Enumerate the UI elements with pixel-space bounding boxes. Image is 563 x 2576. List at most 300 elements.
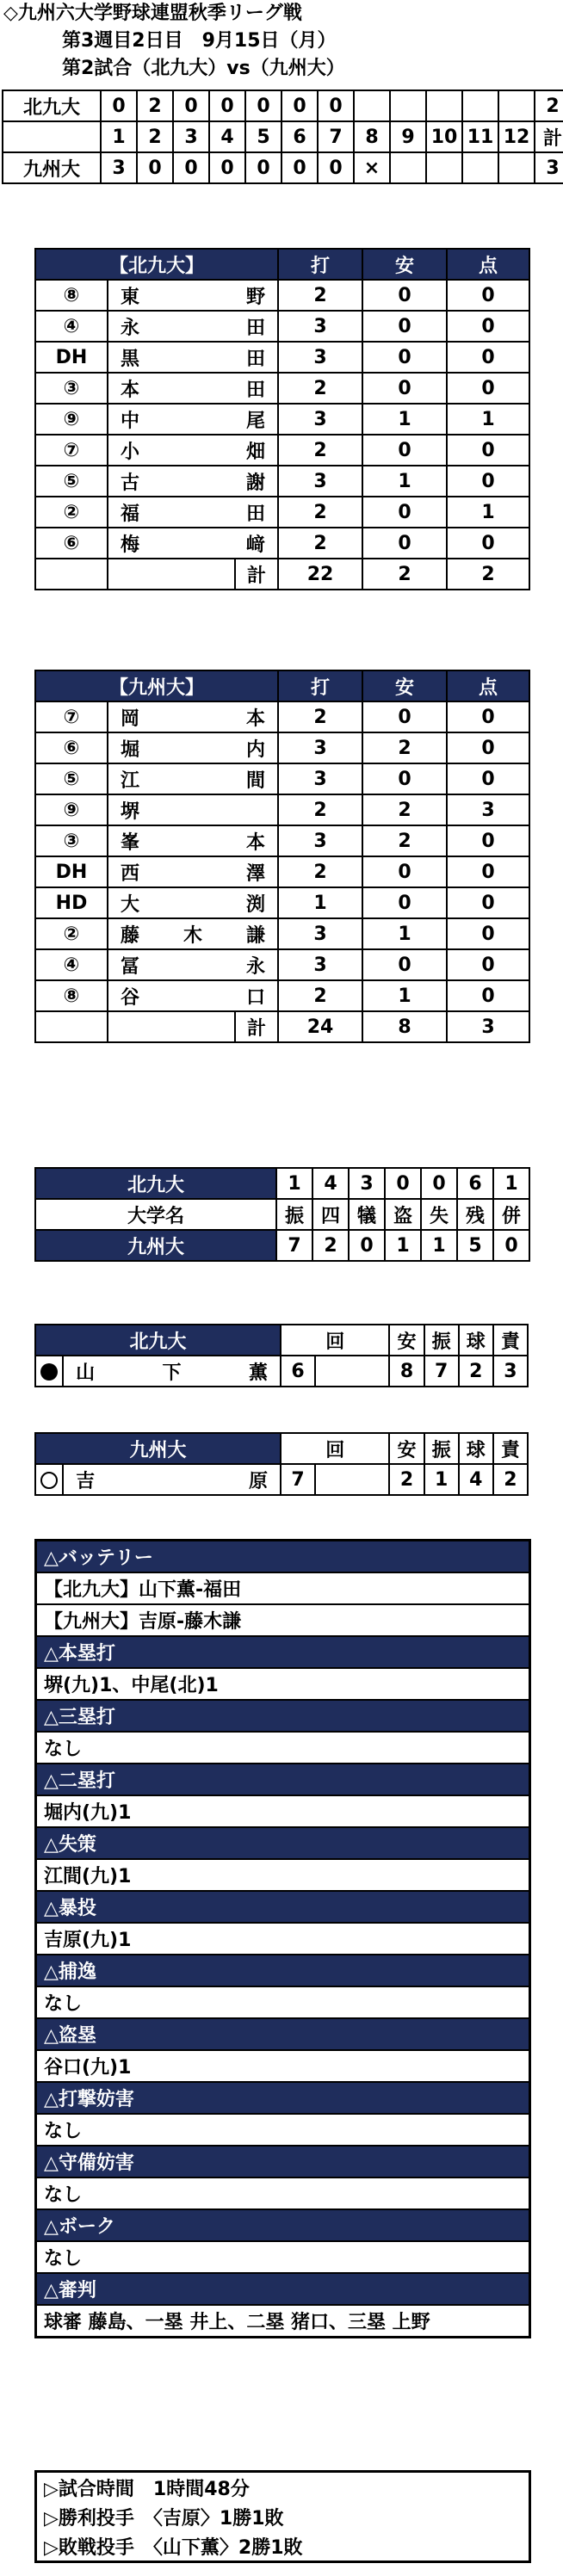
earned-runs: 2 (493, 1464, 528, 1495)
col-header-strikeouts: 振 (424, 1433, 459, 1464)
col-header-strikeouts: 振 (424, 1325, 459, 1356)
hits-allowed: 2 (389, 1464, 424, 1495)
note-line: 吉原(九)1 (36, 1923, 530, 1955)
note-heading: △二塁打 (36, 1764, 530, 1795)
hits: 0 (362, 373, 447, 404)
earned-runs: 3 (493, 1356, 528, 1387)
inning-score: 0 (318, 152, 354, 183)
name-part: 西 (121, 862, 140, 885)
inning-label: 12 (498, 121, 535, 152)
name-part: 下 (162, 1362, 182, 1384)
stat-value: 7 (276, 1230, 312, 1261)
pitcher-name (63, 1356, 281, 1387)
at-bats: 2 (278, 794, 362, 825)
col-header-innings: 回 (281, 1433, 389, 1464)
hits: 0 (362, 528, 447, 559)
pitching-header (35, 1433, 528, 1464)
position: ③ (35, 825, 108, 856)
pitcher-row (35, 1464, 528, 1495)
batter-row (35, 466, 529, 497)
name-part: 本 (121, 379, 140, 401)
batting-header (35, 670, 529, 701)
position: ⑨ (35, 794, 108, 825)
position: ⑦ (35, 435, 108, 466)
at-bats: 2 (278, 701, 362, 732)
player-name (108, 497, 278, 528)
stat-value: 0 (385, 1168, 421, 1199)
inning-score: 0 (137, 152, 173, 183)
name-part: 谷 (121, 986, 140, 1009)
total-label: 計 (235, 559, 278, 590)
name-part: 永 (245, 955, 265, 978)
name-part: 木 (183, 924, 203, 947)
hits: 0 (362, 342, 447, 373)
total-ab: 24 (278, 1011, 362, 1042)
walks: 2 (459, 1356, 493, 1387)
position: ④ (35, 949, 108, 980)
batter-row (35, 856, 529, 887)
inning-score (354, 90, 390, 121)
at-bats: 2 (278, 435, 362, 466)
note-heading: △守備妨害 (36, 2146, 530, 2178)
name-part: 古 (121, 472, 140, 494)
innings-fraction (315, 1464, 389, 1495)
hits: 1 (362, 980, 447, 1011)
inning-label: 4 (209, 121, 245, 152)
linescore-row-top (3, 90, 563, 121)
position: ③ (35, 373, 108, 404)
name-part: 大 (121, 893, 140, 916)
rbi: 0 (447, 435, 529, 466)
batter-row (35, 311, 529, 342)
player-name (108, 763, 278, 794)
rbi: 0 (447, 373, 529, 404)
position: DH (35, 856, 108, 887)
name-part: 口 (245, 986, 265, 1009)
inning-score (390, 90, 426, 121)
stat-label: 併 (493, 1199, 529, 1230)
player-name (108, 980, 278, 1011)
stat-label: 振 (276, 1199, 312, 1230)
inning-label: 3 (173, 121, 209, 152)
at-bats: 2 (278, 497, 362, 528)
at-bats: 2 (278, 528, 362, 559)
col-header-ab: 打 (278, 670, 362, 701)
hits: 1 (362, 404, 447, 435)
walks: 4 (459, 1464, 493, 1495)
player-name (108, 404, 278, 435)
rbi: 0 (447, 887, 529, 918)
batter-row (35, 528, 529, 559)
batter-row (35, 825, 529, 856)
team-name: 北九大 (35, 1325, 281, 1356)
blank-cell (108, 559, 235, 590)
batter-row (35, 342, 529, 373)
total-score: 3 (535, 152, 563, 183)
batter-row (35, 887, 529, 918)
strikeouts: 1 (424, 1464, 459, 1495)
inning-score (498, 152, 535, 183)
hits: 2 (362, 825, 447, 856)
innings-fraction (315, 1356, 389, 1387)
inning-score: 3 (101, 152, 137, 183)
hits: 0 (362, 435, 447, 466)
pitcher-name (63, 1464, 281, 1495)
name-part: 本 (245, 831, 265, 854)
open-circle-icon (40, 1472, 58, 1489)
rbi: 0 (447, 949, 529, 980)
hits: 2 (362, 732, 447, 763)
batting-total-row (35, 559, 529, 590)
filled-circle-icon (40, 1363, 58, 1381)
position: HD (35, 887, 108, 918)
note-heading: △盗塁 (36, 2018, 530, 2050)
inning-score (498, 90, 535, 121)
inning-label: 10 (426, 121, 462, 152)
name-part: 福 (121, 503, 140, 525)
batter-row (35, 280, 529, 311)
total-rbi: 3 (447, 1011, 529, 1042)
team-name: 北九大 (35, 1168, 276, 1199)
note-heading: △暴投 (36, 1891, 530, 1923)
team-stats-labels (35, 1199, 529, 1230)
blank-cell (108, 1011, 235, 1042)
inning-score (462, 152, 498, 183)
note-heading: △打撃妨害 (36, 2082, 530, 2114)
player-name (108, 918, 278, 949)
name-part: 藤 (121, 924, 140, 947)
name-part: 謝 (245, 472, 265, 494)
inning-label: 2 (137, 121, 173, 152)
pitcher-row (35, 1356, 528, 1387)
rbi: 0 (447, 732, 529, 763)
inning-score: 0 (282, 152, 318, 183)
note-line: 球審 藤島、一塁 井上、二塁 猪口、三塁 上野 (36, 2305, 530, 2338)
name-part: 堀 (121, 738, 140, 761)
batter-row (35, 980, 529, 1011)
position: ⑨ (35, 404, 108, 435)
inning-label: 11 (462, 121, 498, 152)
blank-cell (3, 121, 101, 152)
note-heading: △捕逸 (36, 1955, 530, 1986)
stat-value: 6 (457, 1168, 493, 1199)
position: ⑧ (35, 980, 108, 1011)
inning-score (426, 90, 462, 121)
inning-score: 0 (173, 90, 209, 121)
name-part: 間 (245, 769, 265, 792)
inning-score: 0 (209, 90, 245, 121)
stat-value: 1 (421, 1230, 457, 1261)
team-name: 九州大 (3, 152, 101, 183)
name-part: 吉 (76, 1470, 96, 1492)
inning-label: 6 (282, 121, 318, 152)
note-line: 【北九大】山下薫-福田 (36, 1572, 530, 1604)
at-bats: 2 (278, 856, 362, 887)
name-part: 澤 (245, 862, 265, 885)
note-heading: △失策 (36, 1827, 530, 1859)
note-heading: △バッテリー (36, 1541, 530, 1573)
inning-score: 0 (282, 90, 318, 121)
name-part: 野 (245, 286, 265, 308)
position: ⑧ (35, 280, 108, 311)
stat-value: 2 (312, 1230, 349, 1261)
note-heading: △審判 (36, 2273, 530, 2305)
stat-value: 0 (421, 1168, 457, 1199)
col-header-earned-runs: 責 (493, 1433, 528, 1464)
inning-score: 0 (245, 152, 282, 183)
stat-value: 0 (493, 1230, 529, 1261)
week-date: 第3週目2日目 9月15日（月） (62, 30, 337, 52)
stat-value: 1 (276, 1168, 312, 1199)
name-part: 原 (248, 1470, 268, 1492)
player-name (108, 825, 278, 856)
position: ⑤ (35, 763, 108, 794)
player-name (108, 466, 278, 497)
note-line: なし (36, 2178, 530, 2209)
col-header-walks: 球 (459, 1433, 493, 1464)
linescore-row-bottom (3, 152, 563, 183)
inning-score: 0 (173, 152, 209, 183)
inning-label: 8 (354, 121, 390, 152)
note-line: 堺(九)1、中尾(北)1 (36, 1668, 530, 1700)
hits: 0 (362, 701, 447, 732)
total-label: 計 (535, 121, 563, 152)
hits: 2 (362, 794, 447, 825)
inning-score: 0 (101, 90, 137, 121)
batter-row (35, 497, 529, 528)
player-name (108, 701, 278, 732)
linescore-row-labels (3, 121, 563, 152)
linescore-table (2, 90, 563, 184)
rbi: 0 (447, 701, 529, 732)
total-ab: 22 (278, 559, 362, 590)
batter-row (35, 732, 529, 763)
player-name (108, 949, 278, 980)
player-name (108, 528, 278, 559)
at-bats: 3 (278, 466, 362, 497)
stat-value: 5 (457, 1230, 493, 1261)
innings-pitched: 7 (281, 1464, 315, 1495)
total-hits: 2 (362, 559, 447, 590)
rbi: 0 (447, 856, 529, 887)
rbi: 0 (447, 311, 529, 342)
hits: 0 (362, 497, 447, 528)
note-heading: △三塁打 (36, 1700, 530, 1732)
team-name: 【北九大】 (35, 249, 278, 280)
name-part: 田 (245, 348, 265, 370)
stat-value: 4 (312, 1168, 349, 1199)
col-header-rbi: 点 (447, 249, 529, 280)
blank-cell (35, 559, 108, 590)
at-bats: 2 (278, 373, 362, 404)
hits: 1 (362, 466, 447, 497)
player-name (108, 280, 278, 311)
stat-label: 失 (421, 1199, 457, 1230)
game-summary-box (34, 2470, 531, 2563)
team-name: 【九州大】 (35, 670, 278, 701)
stat-label: 残 (457, 1199, 493, 1230)
game-time: ▷試合時間 1時間48分 (44, 2478, 250, 2500)
inning-score (390, 152, 426, 183)
rbi: 1 (447, 404, 529, 435)
total-label: 計 (235, 1011, 278, 1042)
rbi: 0 (447, 466, 529, 497)
hits: 0 (362, 949, 447, 980)
batter-row (35, 794, 529, 825)
player-name (108, 887, 278, 918)
total-score: 2 (535, 90, 563, 121)
at-bats: 3 (278, 763, 362, 794)
batter-row (35, 435, 529, 466)
player-name (108, 794, 278, 825)
team-stats-table (34, 1167, 530, 1262)
name-part: 﨑 (245, 534, 265, 556)
winning-pitcher: ▷勝利投手 〈吉原〉1勝1敗 (44, 2507, 284, 2530)
at-bats: 3 (278, 949, 362, 980)
at-bats: 2 (278, 980, 362, 1011)
game-matchup: 第2試合（北九大）vs（九州大） (62, 58, 345, 79)
at-bats: 1 (278, 887, 362, 918)
name-part: 小 (121, 441, 140, 463)
name-part: 黒 (121, 348, 140, 370)
batting-table-kyushu (34, 670, 530, 1043)
name-part: 本 (245, 707, 265, 730)
hits-allowed: 8 (389, 1356, 424, 1387)
batter-row (35, 404, 529, 435)
losing-pitcher: ▷敗戦投手 〈山下薫〉2勝1敗 (44, 2536, 303, 2559)
hits: 1 (362, 918, 447, 949)
position: ⑤ (35, 466, 108, 497)
batting-total-row (35, 1011, 529, 1042)
batter-row (35, 949, 529, 980)
name-part: 田 (245, 503, 265, 525)
rbi: 3 (447, 794, 529, 825)
note-line: 谷口(九)1 (36, 2050, 530, 2082)
col-header-rbi: 点 (447, 670, 529, 701)
at-bats: 3 (278, 732, 362, 763)
position: ④ (35, 311, 108, 342)
game-notes-table (34, 1539, 531, 2338)
note-heading: △本塁打 (36, 1636, 530, 1668)
inning-score (426, 152, 462, 183)
player-name (108, 373, 278, 404)
player-name (108, 342, 278, 373)
col-header-hits: 安 (362, 249, 447, 280)
stat-label: 盗 (385, 1199, 421, 1230)
name-part: 渕 (245, 893, 265, 916)
rbi: 0 (447, 980, 529, 1011)
position: ② (35, 497, 108, 528)
stat-label: 犠 (349, 1199, 385, 1230)
batter-row (35, 701, 529, 732)
note-line: なし (36, 1986, 530, 2018)
inning-score (462, 90, 498, 121)
name-part: 田 (245, 379, 265, 401)
at-bats: 3 (278, 342, 362, 373)
player-name (108, 732, 278, 763)
note-heading: △ボーク (36, 2209, 530, 2241)
win-marker (35, 1464, 63, 1495)
rbi: 0 (447, 342, 529, 373)
col-header-innings: 回 (281, 1325, 389, 1356)
at-bats: 2 (278, 280, 362, 311)
rbi: 0 (447, 763, 529, 794)
name-part: 田 (245, 317, 265, 339)
note-line: なし (36, 2114, 530, 2146)
inning-score: 0 (209, 152, 245, 183)
name-part: 東 (121, 286, 140, 308)
position: ② (35, 918, 108, 949)
stat-label: 四 (312, 1199, 349, 1230)
name-part: 山 (76, 1362, 96, 1384)
batter-row (35, 763, 529, 794)
total-rbi: 2 (447, 559, 529, 590)
col-header-hits: 安 (389, 1433, 424, 1464)
hits: 0 (362, 280, 447, 311)
batting-table-kitakyu (34, 248, 530, 590)
name-part: 梅 (121, 534, 140, 556)
name-part: 中 (121, 410, 140, 432)
pitching-table-kitakyu (34, 1324, 529, 1387)
position: ⑥ (35, 528, 108, 559)
player-name (108, 435, 278, 466)
name-part: 内 (245, 738, 265, 761)
hits: 0 (362, 311, 447, 342)
hits: 0 (362, 856, 447, 887)
name-part: 冨 (121, 955, 140, 978)
name-part: 薫 (248, 1362, 268, 1384)
position: ⑥ (35, 732, 108, 763)
name-part: 永 (121, 317, 140, 339)
batter-row (35, 373, 529, 404)
hits: 0 (362, 763, 447, 794)
pitching-table-kyushu (34, 1432, 529, 1496)
note-line: 堀内(九)1 (36, 1795, 530, 1827)
inning-label: 1 (101, 121, 137, 152)
stat-value: 0 (349, 1230, 385, 1261)
team-stats-top (35, 1168, 529, 1199)
page-title: ◇九州六大学野球連盟秋季リーグ戦 (3, 3, 302, 24)
name-part: 岡 (121, 707, 140, 730)
stat-value: 1 (385, 1230, 421, 1261)
col-header-earned-runs: 責 (493, 1325, 528, 1356)
name-part: 畑 (245, 441, 265, 463)
stat-value: 3 (349, 1168, 385, 1199)
batting-header (35, 249, 529, 280)
at-bats: 3 (278, 918, 362, 949)
inning-score: 0 (318, 90, 354, 121)
name-part: 峯 (121, 831, 140, 854)
stat-value: 1 (493, 1168, 529, 1199)
rbi: 1 (447, 497, 529, 528)
batter-row (35, 918, 529, 949)
hits: 0 (362, 887, 447, 918)
col-header-hits: 安 (362, 670, 447, 701)
total-hits: 8 (362, 1011, 447, 1042)
inning-label: 7 (318, 121, 354, 152)
at-bats: 3 (278, 404, 362, 435)
team-name: 北九大 (3, 90, 101, 121)
innings-pitched: 6 (281, 1356, 315, 1387)
name-part: 江 (121, 769, 140, 792)
rbi: 0 (447, 918, 529, 949)
name-part: 謙 (246, 924, 266, 947)
inning-score: 2 (137, 90, 173, 121)
col-header-ab: 打 (278, 249, 362, 280)
position: DH (35, 342, 108, 373)
team-name: 九州大 (35, 1433, 281, 1464)
rbi: 0 (447, 825, 529, 856)
